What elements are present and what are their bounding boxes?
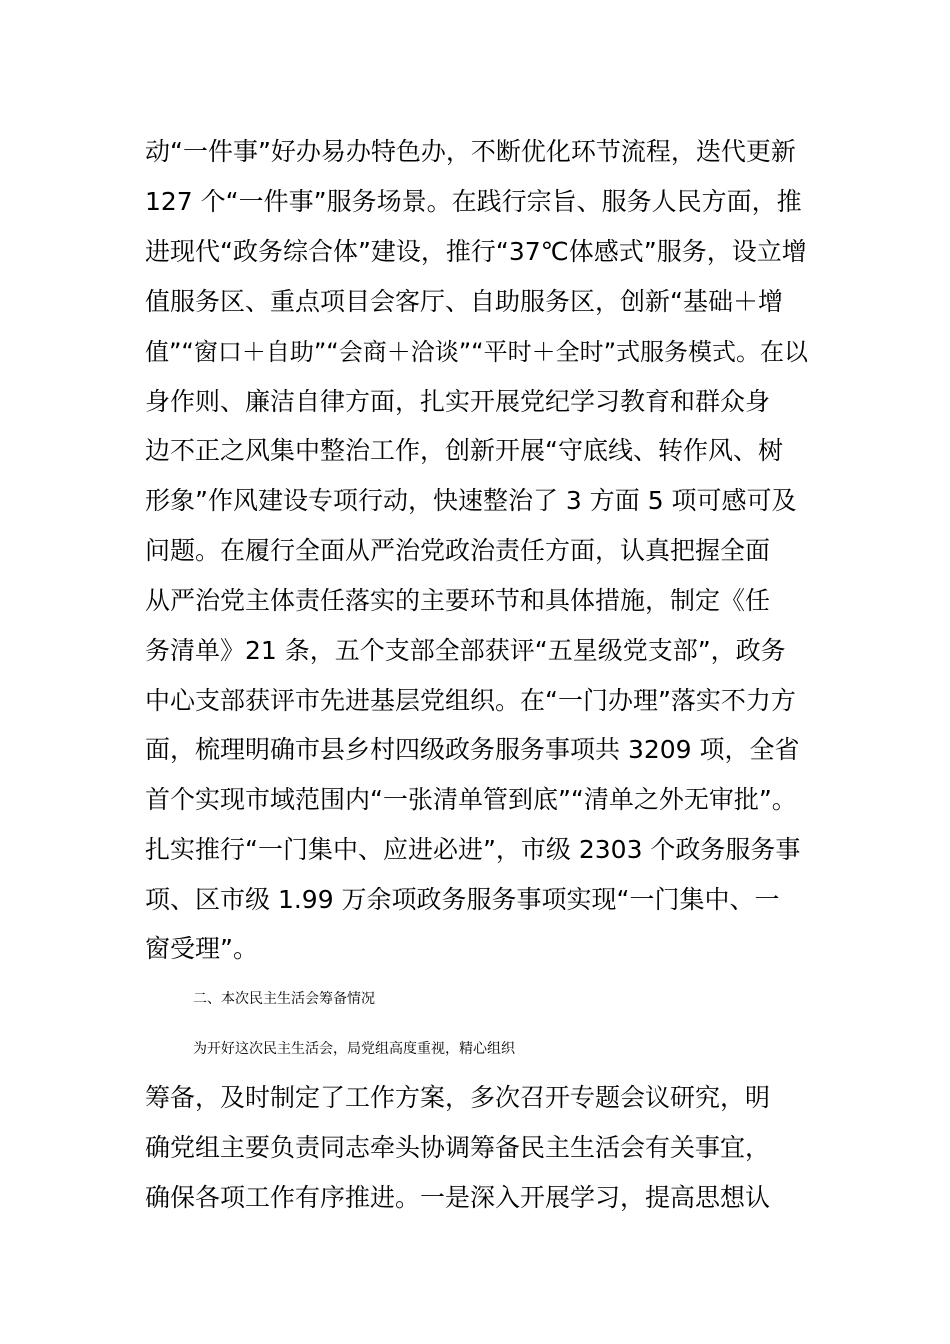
text-line: 进现代“政务综合体”建设，推行“37℃体感式”服务，设立增 bbox=[145, 237, 807, 266]
text-line: 扎实推行“一门集中、应进必进”，市级 2303 个政务服务事 bbox=[145, 835, 801, 864]
text-line: 首个实现市域范围内“一张清单管到底”“清单之外无审批”。 bbox=[145, 785, 797, 814]
text-line: 值服务区、重点项目会客厅、自助服务区，创新“基础＋增 bbox=[145, 287, 783, 316]
text-line: 为开好这次民主生活会，局党组高度重视，精心组织 bbox=[193, 1041, 515, 1057]
text-line: 问题。在履行全面从严治党政治责任方面，认真把握全面 bbox=[145, 536, 771, 565]
text-line: 筹备，及时制定了工作方案，多次召开专题会议研究，明 bbox=[145, 1083, 771, 1112]
section-heading: 二、本次民主生活会筹备情况 bbox=[193, 991, 375, 1007]
text-line: 形象”作风建设专项行动，快速整治了 3 方面 5 项可感可及 bbox=[145, 486, 797, 515]
text-line: 确党组主要负责同志牵头协调筹备民主生活会有关事宜， bbox=[145, 1133, 771, 1162]
text-line: 从严治党主体责任落实的主要环节和具体措施，制定《任 bbox=[145, 586, 771, 615]
text-line: 身作则、廉洁自律方面，扎实开展党纪学习教育和群众身 bbox=[145, 387, 771, 416]
text-line: 边不正之风集中整治工作，创新开展“守底线、转作风、树 bbox=[145, 436, 783, 465]
text-line: 务清单》21 条，五个支部全部获评“五星级党支部”，政务 bbox=[145, 636, 786, 665]
text-line: 确保各项工作有序推进。一是深入开展学习，提高思想认 bbox=[145, 1183, 771, 1212]
text-line: 动“一件事”好办易办特色办，不断优化环节流程，迭代更新 bbox=[145, 137, 796, 166]
text-line: 中心支部获评市先进基层党组织。在“一门办理”落实不力方 bbox=[145, 686, 796, 715]
text-line: 面，梳理明确市县乡村四级政务服务事项共 3209 项，全省 bbox=[145, 735, 800, 764]
text-line: 窗受理”。 bbox=[145, 934, 258, 963]
text-line: 项、区市级 1.99 万余项政务服务事项实现“一门集中、一 bbox=[145, 885, 780, 914]
text-line: 值”“窗口＋自助”“会商＋洽谈”“平时＋全时”式服务模式。在以 bbox=[145, 338, 809, 366]
text-line: 127 个“一件事”服务场景。在践行宗旨、服务人民方面，推 bbox=[145, 187, 802, 216]
